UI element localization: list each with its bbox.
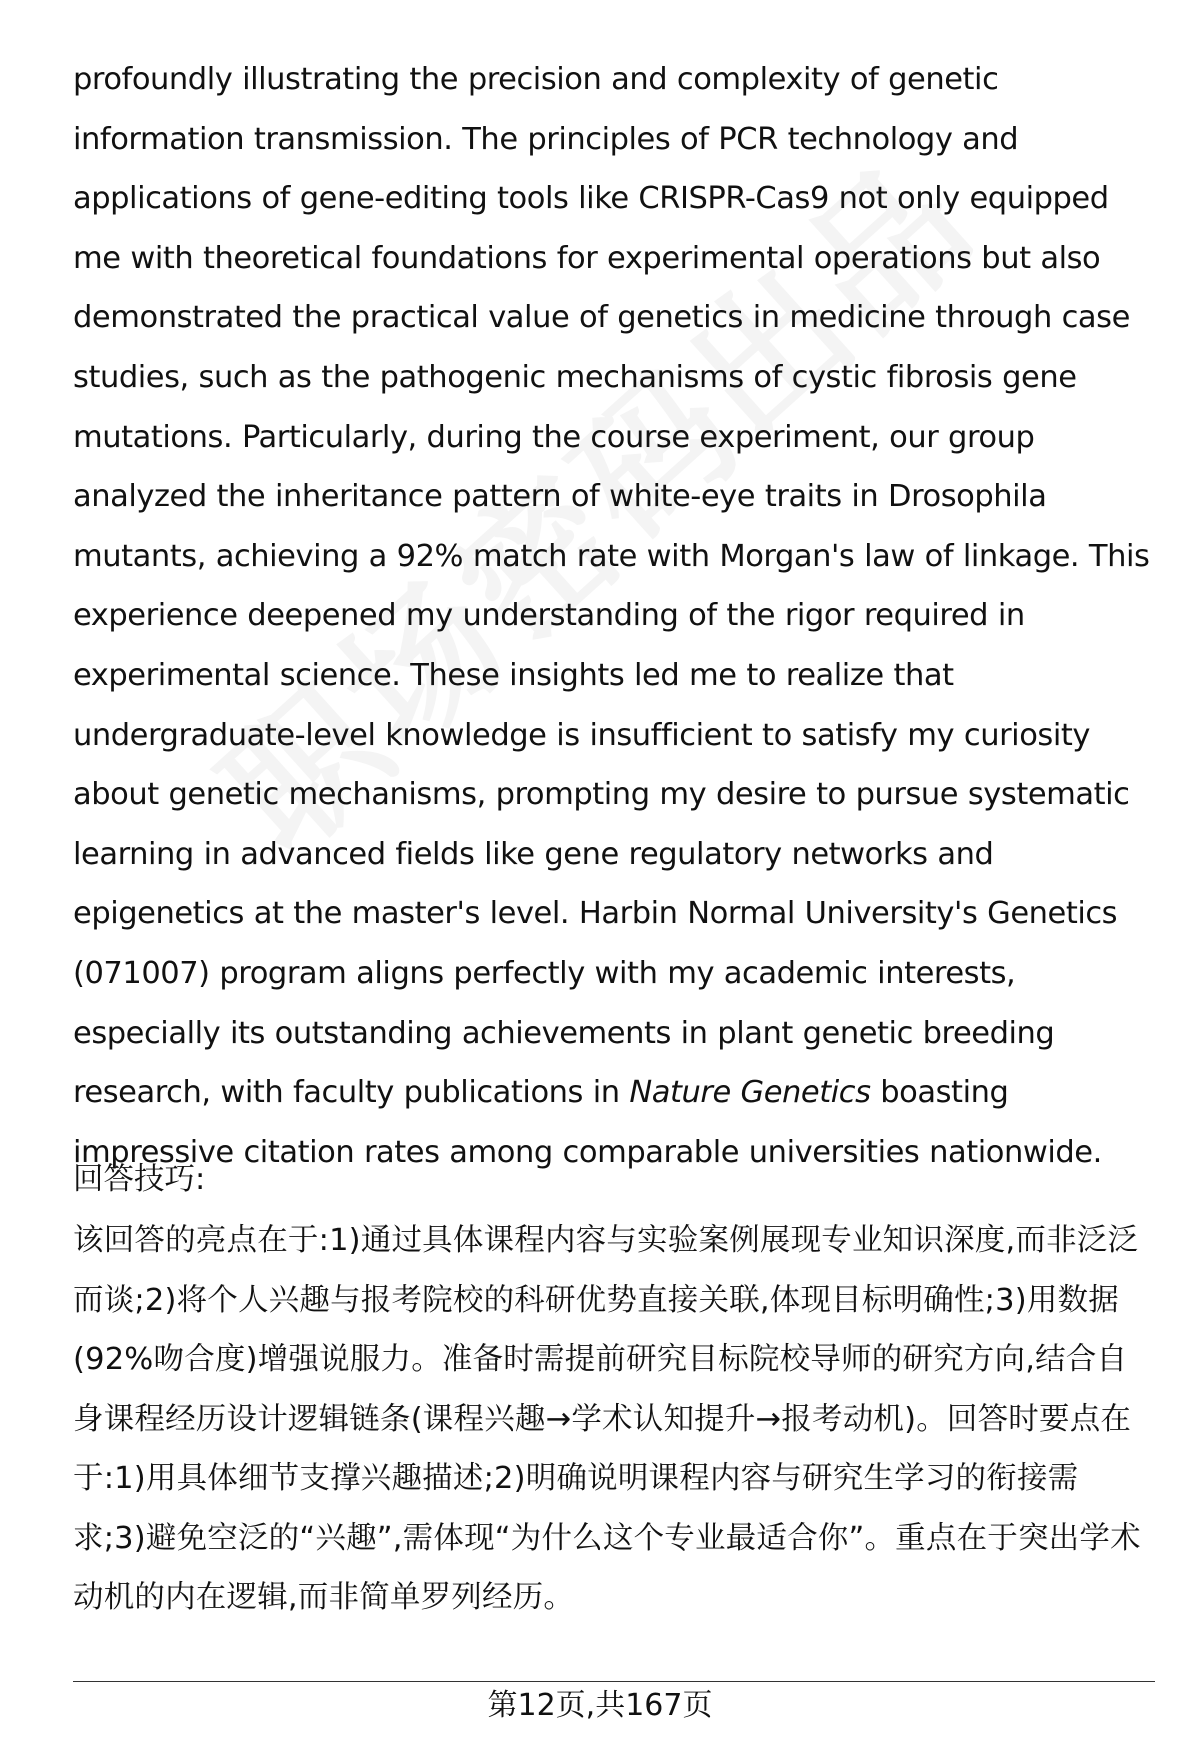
paragraph-text-end: boasting impressive citation rates among comparable universities nationwide. [73, 1075, 1102, 1170]
tips-paragraph: 该回答的亮点在于:1)通过具体课程内容与实验案例展现专业知识深度,而非泛泛而谈;2)将个人兴趣与报考院校的科研优势直接关联,体现目标明确性;3)用数据(92%吻合度)增强说服力。准备时需提前研究目标院校导师的研究方向,结合自身课程经历设计逻辑链条(课程兴趣→学术认知提升→报考动机)。回答时要点在于:1)用具体细节支撑兴趣描述;2)明确说明课程内容与研究生学习的衔接需求;3)避免空泛的“兴趣”,需体现“为什么这个专业最适合你”。重点在于突出学术动机的内在逻辑,而非简单罗列经历。 [73, 1223, 1141, 1615]
page-number: 第12页,共167页 [487, 1688, 713, 1723]
footer-divider [73, 1681, 1155, 1682]
tips-heading: 回答技巧: [73, 1162, 206, 1197]
journal-name: Nature Genetics [629, 1075, 871, 1111]
statement-paragraph [73, 50, 1153, 1182]
paragraph-text-main: profoundly illustrating the precision and complexity of genetic information transmission. The principles of PCR technology and applications of gene-editing tools like CRISPR-Cas9 not only equipped me with theoretical foundations for experimental operations but also demonstrated the practical value of genetics in medicine through case studies, such as the pathogenic mechanisms of cystic fibrosis gene mutations. Particularly, during the course experiment, our group analyzed the inheritance pattern of white-eye traits in Drosophila mutants, achieving a 92% match rate with Morgan's law of linkage. This experience deepened my understanding of the rigor required in experimental science. These insights led me to realize that undergraduate-level knowledge is insufficient to satisfy my curiosity about genetic mechanisms, prompting my desire to pursue systematic learning in advanced fields like gene regulatory networks and epigenetics at the master's level. Harbin Normal University's Genetics (071007) program aligns perfectly with my academic interests, especially its outstanding achievements in plant genetic breeding research, with faculty publications in [73, 62, 1150, 1111]
